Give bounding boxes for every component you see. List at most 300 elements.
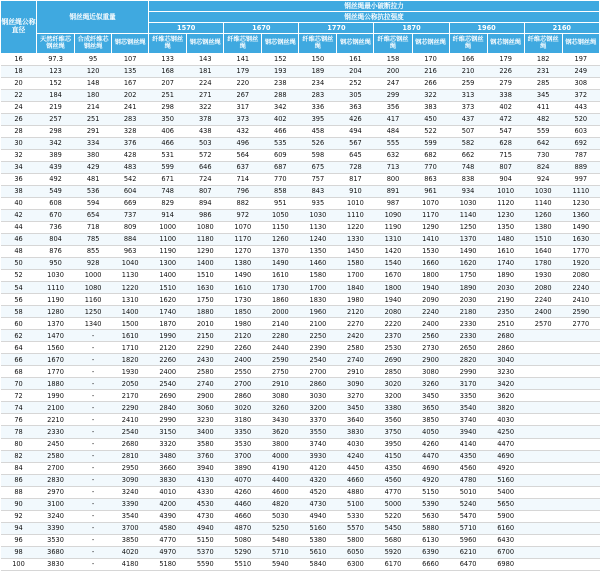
value-cell: 997	[562, 174, 599, 186]
value-cell: 345	[524, 90, 562, 102]
value-cell: 2910	[337, 366, 374, 378]
value-cell: 2100	[37, 402, 75, 414]
value-cell: 3830	[149, 474, 187, 486]
table-row	[1, 486, 600, 498]
value-cell: 458	[299, 126, 337, 138]
value-cell: 193	[262, 66, 299, 78]
value-cell	[524, 462, 562, 474]
value-cell: 645	[337, 150, 374, 162]
value-cell: 1030	[299, 210, 337, 222]
value-cell: 180	[75, 90, 112, 102]
value-cell: 494	[337, 126, 374, 138]
value-cell: 2740	[337, 354, 374, 366]
value-cell: 380	[75, 150, 112, 162]
value-cell: 152	[262, 54, 299, 66]
value-cell: 1310	[374, 234, 412, 246]
value-cell: 5920	[374, 546, 412, 558]
value-cell: 889	[562, 162, 599, 174]
value-cell: 829	[149, 198, 187, 210]
value-cell: 531	[149, 150, 187, 162]
value-cell: 1230	[487, 210, 524, 222]
value-cell: 891	[374, 186, 412, 198]
value-cell: 1510	[149, 282, 187, 294]
value-cell: 564	[224, 150, 262, 162]
value-cell: 3230	[487, 366, 524, 378]
value-cell: 6130	[412, 534, 449, 546]
value-cell: 3370	[299, 414, 337, 426]
value-cell: 3530	[37, 534, 75, 546]
value-cell: 1580	[337, 258, 374, 270]
value-cell: 1080	[75, 282, 112, 294]
value-cell: 252	[337, 78, 374, 90]
value-cell: 3150	[149, 426, 187, 438]
value-cell: 4260	[224, 486, 262, 498]
value-cell	[524, 342, 562, 354]
value-cell: 1490	[562, 222, 599, 234]
value-cell: 496	[224, 138, 262, 150]
value-cell: 520	[562, 114, 599, 126]
value-cell: 1350	[487, 222, 524, 234]
value-cell: 1110	[562, 186, 599, 198]
value-cell: 1660	[412, 258, 449, 270]
value-cell	[562, 486, 599, 498]
value-cell: 1420	[374, 246, 412, 258]
value-cell: 6700	[487, 546, 524, 558]
value-cell: 2700	[224, 378, 262, 390]
value-cell: 328	[112, 126, 149, 138]
value-cell: 2690	[149, 390, 187, 402]
value-cell: 179	[224, 66, 262, 78]
value-cell	[562, 342, 599, 354]
value-cell: 1640	[524, 246, 562, 258]
value-cell: 1370	[262, 246, 299, 258]
value-cell: 5900	[487, 510, 524, 522]
value-cell: 322	[412, 90, 449, 102]
value-cell: 1880	[187, 306, 224, 318]
table-row	[1, 330, 600, 342]
diameter-cell: 100	[1, 558, 37, 570]
value-cell: 809	[112, 222, 149, 234]
value-cell: 4970	[149, 546, 187, 558]
value-cell: -	[75, 426, 112, 438]
value-cell: 5160	[487, 474, 524, 486]
value-cell: 603	[562, 126, 599, 138]
value-cell: 3940	[449, 426, 487, 438]
value-cell: 3640	[337, 414, 374, 426]
table-row	[1, 462, 600, 474]
value-cell: 3060	[187, 402, 224, 414]
value-cell: 3830	[37, 558, 75, 570]
value-cell: 730	[524, 150, 562, 162]
table-row	[1, 150, 600, 162]
value-cell: 197	[562, 54, 599, 66]
value-cell: 1770	[37, 366, 75, 378]
value-cell: 2280	[262, 330, 299, 342]
value-cell: 5400	[487, 486, 524, 498]
value-cell: -	[75, 354, 112, 366]
value-cell: 95	[75, 54, 112, 66]
value-cell: 1410	[412, 234, 449, 246]
value-cell: 3800	[262, 438, 299, 450]
value-cell: 251	[75, 114, 112, 126]
value-cell: 6300	[337, 558, 374, 570]
value-cell: 5160	[299, 522, 337, 534]
value-cell: 3270	[337, 390, 374, 402]
value-cell: 3260	[262, 402, 299, 414]
value-cell: 170	[412, 54, 449, 66]
value-cell: 372	[562, 90, 599, 102]
value-cell: -	[75, 330, 112, 342]
value-cell: 796	[224, 186, 262, 198]
value-cell: 3480	[149, 450, 187, 462]
value-cell: 4190	[262, 462, 299, 474]
diameter-cell: 70	[1, 378, 37, 390]
value-cell: 2220	[374, 318, 412, 330]
value-cell: 432	[224, 126, 262, 138]
value-cell: 2580	[37, 450, 75, 462]
diameter-cell: 30	[1, 138, 37, 150]
value-cell: 3820	[487, 402, 524, 414]
value-cell: 466	[262, 126, 299, 138]
value-cell: 5390	[412, 498, 449, 510]
value-cell: 291	[75, 126, 112, 138]
value-cell: 654	[75, 210, 112, 222]
value-cell: 5250	[262, 522, 299, 534]
value-cell: -	[75, 390, 112, 402]
value-cell: 417	[374, 114, 412, 126]
value-cell: 3200	[374, 390, 412, 402]
value-cell: 1010	[487, 186, 524, 198]
value-cell: 713	[374, 162, 412, 174]
value-cell: 259	[449, 78, 487, 90]
value-cell: 2290	[187, 342, 224, 354]
value-cell: 3540	[449, 402, 487, 414]
value-cell: 928	[75, 258, 112, 270]
value-cell	[524, 474, 562, 486]
value-cell: 3170	[449, 378, 487, 390]
value-cell: 1980	[224, 318, 262, 330]
value-cell: -	[75, 474, 112, 486]
grade-header: 1960	[449, 23, 524, 34]
value-cell: 4020	[112, 546, 149, 558]
value-cell: 2770	[562, 318, 599, 330]
value-cell: 2400	[412, 318, 449, 330]
value-cell: 481	[75, 174, 112, 186]
value-cell: -	[75, 366, 112, 378]
value-cell: 3940	[187, 462, 224, 474]
value-cell: 1880	[37, 378, 75, 390]
table-row	[1, 354, 600, 366]
value-cell: 5590	[187, 558, 224, 570]
value-cell: 123	[37, 66, 75, 78]
value-cell: 1850	[224, 306, 262, 318]
value-cell: 189	[299, 66, 337, 78]
value-cell: 1090	[374, 210, 412, 222]
value-cell: 4050	[412, 426, 449, 438]
fiber-core-header: 纤维芯钢丝绳	[224, 34, 262, 54]
table-row	[1, 426, 600, 438]
value-cell: 549	[37, 186, 75, 198]
value-cell: 279	[487, 78, 524, 90]
value-cell: 2730	[412, 342, 449, 354]
value-cell: 2270	[337, 318, 374, 330]
value-cell: 1610	[112, 330, 149, 342]
value-cell: 2350	[487, 306, 524, 318]
diameter-cell: 40	[1, 198, 37, 210]
value-cell: 5000	[374, 498, 412, 510]
weight-col-header: 天然纤维芯钢丝绳	[37, 34, 75, 54]
table-row	[1, 186, 600, 198]
value-cell: 1110	[337, 210, 374, 222]
value-cell: 1930	[112, 366, 149, 378]
value-cell: 567	[337, 138, 374, 150]
table-row	[1, 294, 600, 306]
value-cell: 305	[337, 90, 374, 102]
value-cell: 662	[449, 150, 487, 162]
value-cell: 2080	[524, 282, 562, 294]
diameter-cell: 92	[1, 510, 37, 522]
value-cell: 1170	[224, 234, 262, 246]
value-cell	[562, 390, 599, 402]
value-cell: 484	[374, 126, 412, 138]
value-cell: 2330	[37, 426, 75, 438]
fiber-core-header: 纤维芯钢丝绳	[299, 34, 337, 54]
value-cell: 3090	[337, 378, 374, 390]
table-row	[1, 270, 600, 282]
value-cell: 4200	[149, 498, 187, 510]
value-cell: 363	[337, 102, 374, 114]
value-cell: 313	[449, 90, 487, 102]
table-row	[1, 510, 600, 522]
value-cell	[562, 558, 599, 570]
value-cell: 3740	[449, 414, 487, 426]
value-cell: 2370	[374, 330, 412, 342]
value-cell: -	[75, 438, 112, 450]
value-cell: 1290	[187, 246, 224, 258]
value-cell: 6160	[487, 522, 524, 534]
table-row	[1, 318, 600, 330]
diameter-cell: 90	[1, 498, 37, 510]
fiber-core-header: 纤维芯钢丝绳	[374, 34, 412, 54]
value-cell: 437	[449, 114, 487, 126]
value-cell: 1530	[412, 246, 449, 258]
value-cell: 914	[149, 210, 187, 222]
table-row	[1, 366, 600, 378]
table-row	[1, 546, 600, 558]
value-cell: 1610	[224, 282, 262, 294]
value-cell: 2830	[37, 474, 75, 486]
value-cell: 2260	[149, 354, 187, 366]
value-cell: 3620	[487, 390, 524, 402]
diameter-cell: 84	[1, 462, 37, 474]
value-cell: 350	[149, 114, 187, 126]
diameter-cell: 26	[1, 114, 37, 126]
value-cell: 1480	[487, 234, 524, 246]
diameter-cell: 62	[1, 330, 37, 342]
value-cell: 1160	[75, 294, 112, 306]
value-cell: 356	[374, 102, 412, 114]
value-cell: 342	[37, 138, 75, 150]
value-cell: 4920	[412, 474, 449, 486]
value-cell: 2400	[524, 306, 562, 318]
value-cell: 2090	[412, 294, 449, 306]
value-cell: 714	[224, 174, 262, 186]
diameter-cell: 32	[1, 150, 37, 162]
value-cell: -	[75, 462, 112, 474]
value-cell: 1940	[412, 282, 449, 294]
grade-header: 1670	[224, 23, 299, 34]
value-cell: 1380	[224, 258, 262, 270]
value-cell: 1610	[487, 246, 524, 258]
value-cell: 2290	[112, 402, 149, 414]
value-cell: 1280	[37, 306, 75, 318]
value-cell	[562, 426, 599, 438]
value-cell: 148	[75, 78, 112, 90]
value-cell	[524, 498, 562, 510]
steel-core-header: 钢芯钢丝绳	[262, 34, 299, 54]
table-row	[1, 54, 600, 66]
value-cell: 1940	[374, 294, 412, 306]
value-cell: 2100	[299, 318, 337, 330]
value-cell: 4390	[149, 510, 187, 522]
value-cell: 1220	[337, 222, 374, 234]
value-cell: 234	[299, 78, 337, 90]
value-cell	[524, 390, 562, 402]
value-cell: 4920	[487, 462, 524, 474]
value-cell: 231	[524, 66, 562, 78]
value-cell: 1870	[149, 318, 187, 330]
value-cell: 572	[187, 150, 224, 162]
value-cell: 2950	[112, 462, 149, 474]
value-cell: 1130	[112, 270, 149, 282]
value-cell: 4560	[374, 474, 412, 486]
value-cell: 632	[374, 150, 412, 162]
value-cell: 4030	[337, 438, 374, 450]
value-cell: -	[75, 546, 112, 558]
value-cell: 1000	[149, 222, 187, 234]
value-cell: 6210	[449, 546, 487, 558]
value-cell: 1860	[262, 294, 299, 306]
value-cell: 4180	[112, 558, 149, 570]
value-cell: 182	[524, 54, 562, 66]
value-cell: 4470	[487, 438, 524, 450]
value-cell: 395	[299, 114, 337, 126]
value-cell: 1130	[299, 222, 337, 234]
value-cell: 736	[37, 222, 75, 234]
value-cell: 167	[112, 78, 149, 90]
value-cell: -	[75, 498, 112, 510]
diameter-cell: 36	[1, 174, 37, 186]
value-cell: 1140	[524, 198, 562, 210]
value-cell: 4320	[299, 474, 337, 486]
value-cell	[524, 510, 562, 522]
tensile-strength-header: 钢丝绳公称抗拉强度	[149, 12, 600, 23]
value-cell: 737	[112, 210, 149, 222]
value-cell: 2180	[449, 306, 487, 318]
value-cell: 757	[299, 174, 337, 186]
value-cell: 373	[224, 114, 262, 126]
value-cell: 299	[374, 90, 412, 102]
value-cell: 298	[37, 126, 75, 138]
value-cell: 3560	[374, 414, 412, 426]
value-cell: 1990	[149, 330, 187, 342]
value-cell: 4010	[149, 486, 187, 498]
value-cell: 535	[262, 138, 299, 150]
value-cell	[524, 378, 562, 390]
value-cell: -	[75, 414, 112, 426]
value-cell: 402	[487, 102, 524, 114]
table-row	[1, 342, 600, 354]
value-cell: 2030	[487, 282, 524, 294]
value-cell: 608	[37, 198, 75, 210]
value-cell	[524, 354, 562, 366]
value-cell: 582	[449, 138, 487, 150]
value-cell: 4520	[299, 486, 337, 498]
table-row	[1, 450, 600, 462]
steel-core-header: 钢芯钢丝绳	[487, 34, 524, 54]
steel-core-header: 钢芯钢丝绳	[562, 34, 599, 54]
value-cell: 986	[187, 210, 224, 222]
value-cell: 283	[299, 90, 337, 102]
diameter-cell: 60	[1, 318, 37, 330]
value-cell: 1890	[449, 282, 487, 294]
value-cell: 426	[337, 114, 374, 126]
value-cell: 2590	[562, 306, 599, 318]
diameter-cell: 34	[1, 162, 37, 174]
value-cell: 5330	[337, 510, 374, 522]
value-cell	[562, 414, 599, 426]
value-cell: 4450	[337, 462, 374, 474]
value-cell: 961	[412, 186, 449, 198]
value-cell: 152	[37, 78, 75, 90]
value-cell: 3100	[37, 498, 75, 510]
value-cell: 950	[37, 258, 75, 270]
value-cell: 1330	[337, 234, 374, 246]
value-cell: 1250	[449, 222, 487, 234]
value-cell: 884	[112, 234, 149, 246]
fiber-core-header: 纤维芯钢丝绳	[449, 34, 487, 54]
value-cell: 2330	[449, 330, 487, 342]
value-cell: 5290	[224, 546, 262, 558]
value-cell: 219	[37, 102, 75, 114]
diameter-cell: 80	[1, 438, 37, 450]
value-cell: 1030	[524, 186, 562, 198]
value-cell: 483	[112, 162, 149, 174]
value-cell: 5030	[262, 510, 299, 522]
weight-group-header: 钢丝绳近似重量	[37, 1, 149, 34]
value-cell: 1310	[112, 294, 149, 306]
value-cell: 202	[112, 90, 149, 102]
value-cell: 4120	[299, 462, 337, 474]
value-cell: 220	[224, 78, 262, 90]
value-cell: 2190	[487, 294, 524, 306]
value-cell: 482	[524, 114, 562, 126]
table-row	[1, 498, 600, 510]
value-cell: 894	[187, 198, 224, 210]
value-cell: 6660	[412, 558, 449, 570]
value-cell: 675	[299, 162, 337, 174]
value-cell: 428	[112, 150, 149, 162]
value-cell	[562, 546, 599, 558]
value-cell: 718	[75, 222, 112, 234]
value-cell: 168	[149, 66, 187, 78]
value-cell: 1140	[449, 210, 487, 222]
value-cell: 2240	[412, 306, 449, 318]
value-cell: 285	[524, 78, 562, 90]
value-cell: 2330	[449, 318, 487, 330]
value-cell: 3320	[149, 438, 187, 450]
value-cell: 5150	[412, 486, 449, 498]
